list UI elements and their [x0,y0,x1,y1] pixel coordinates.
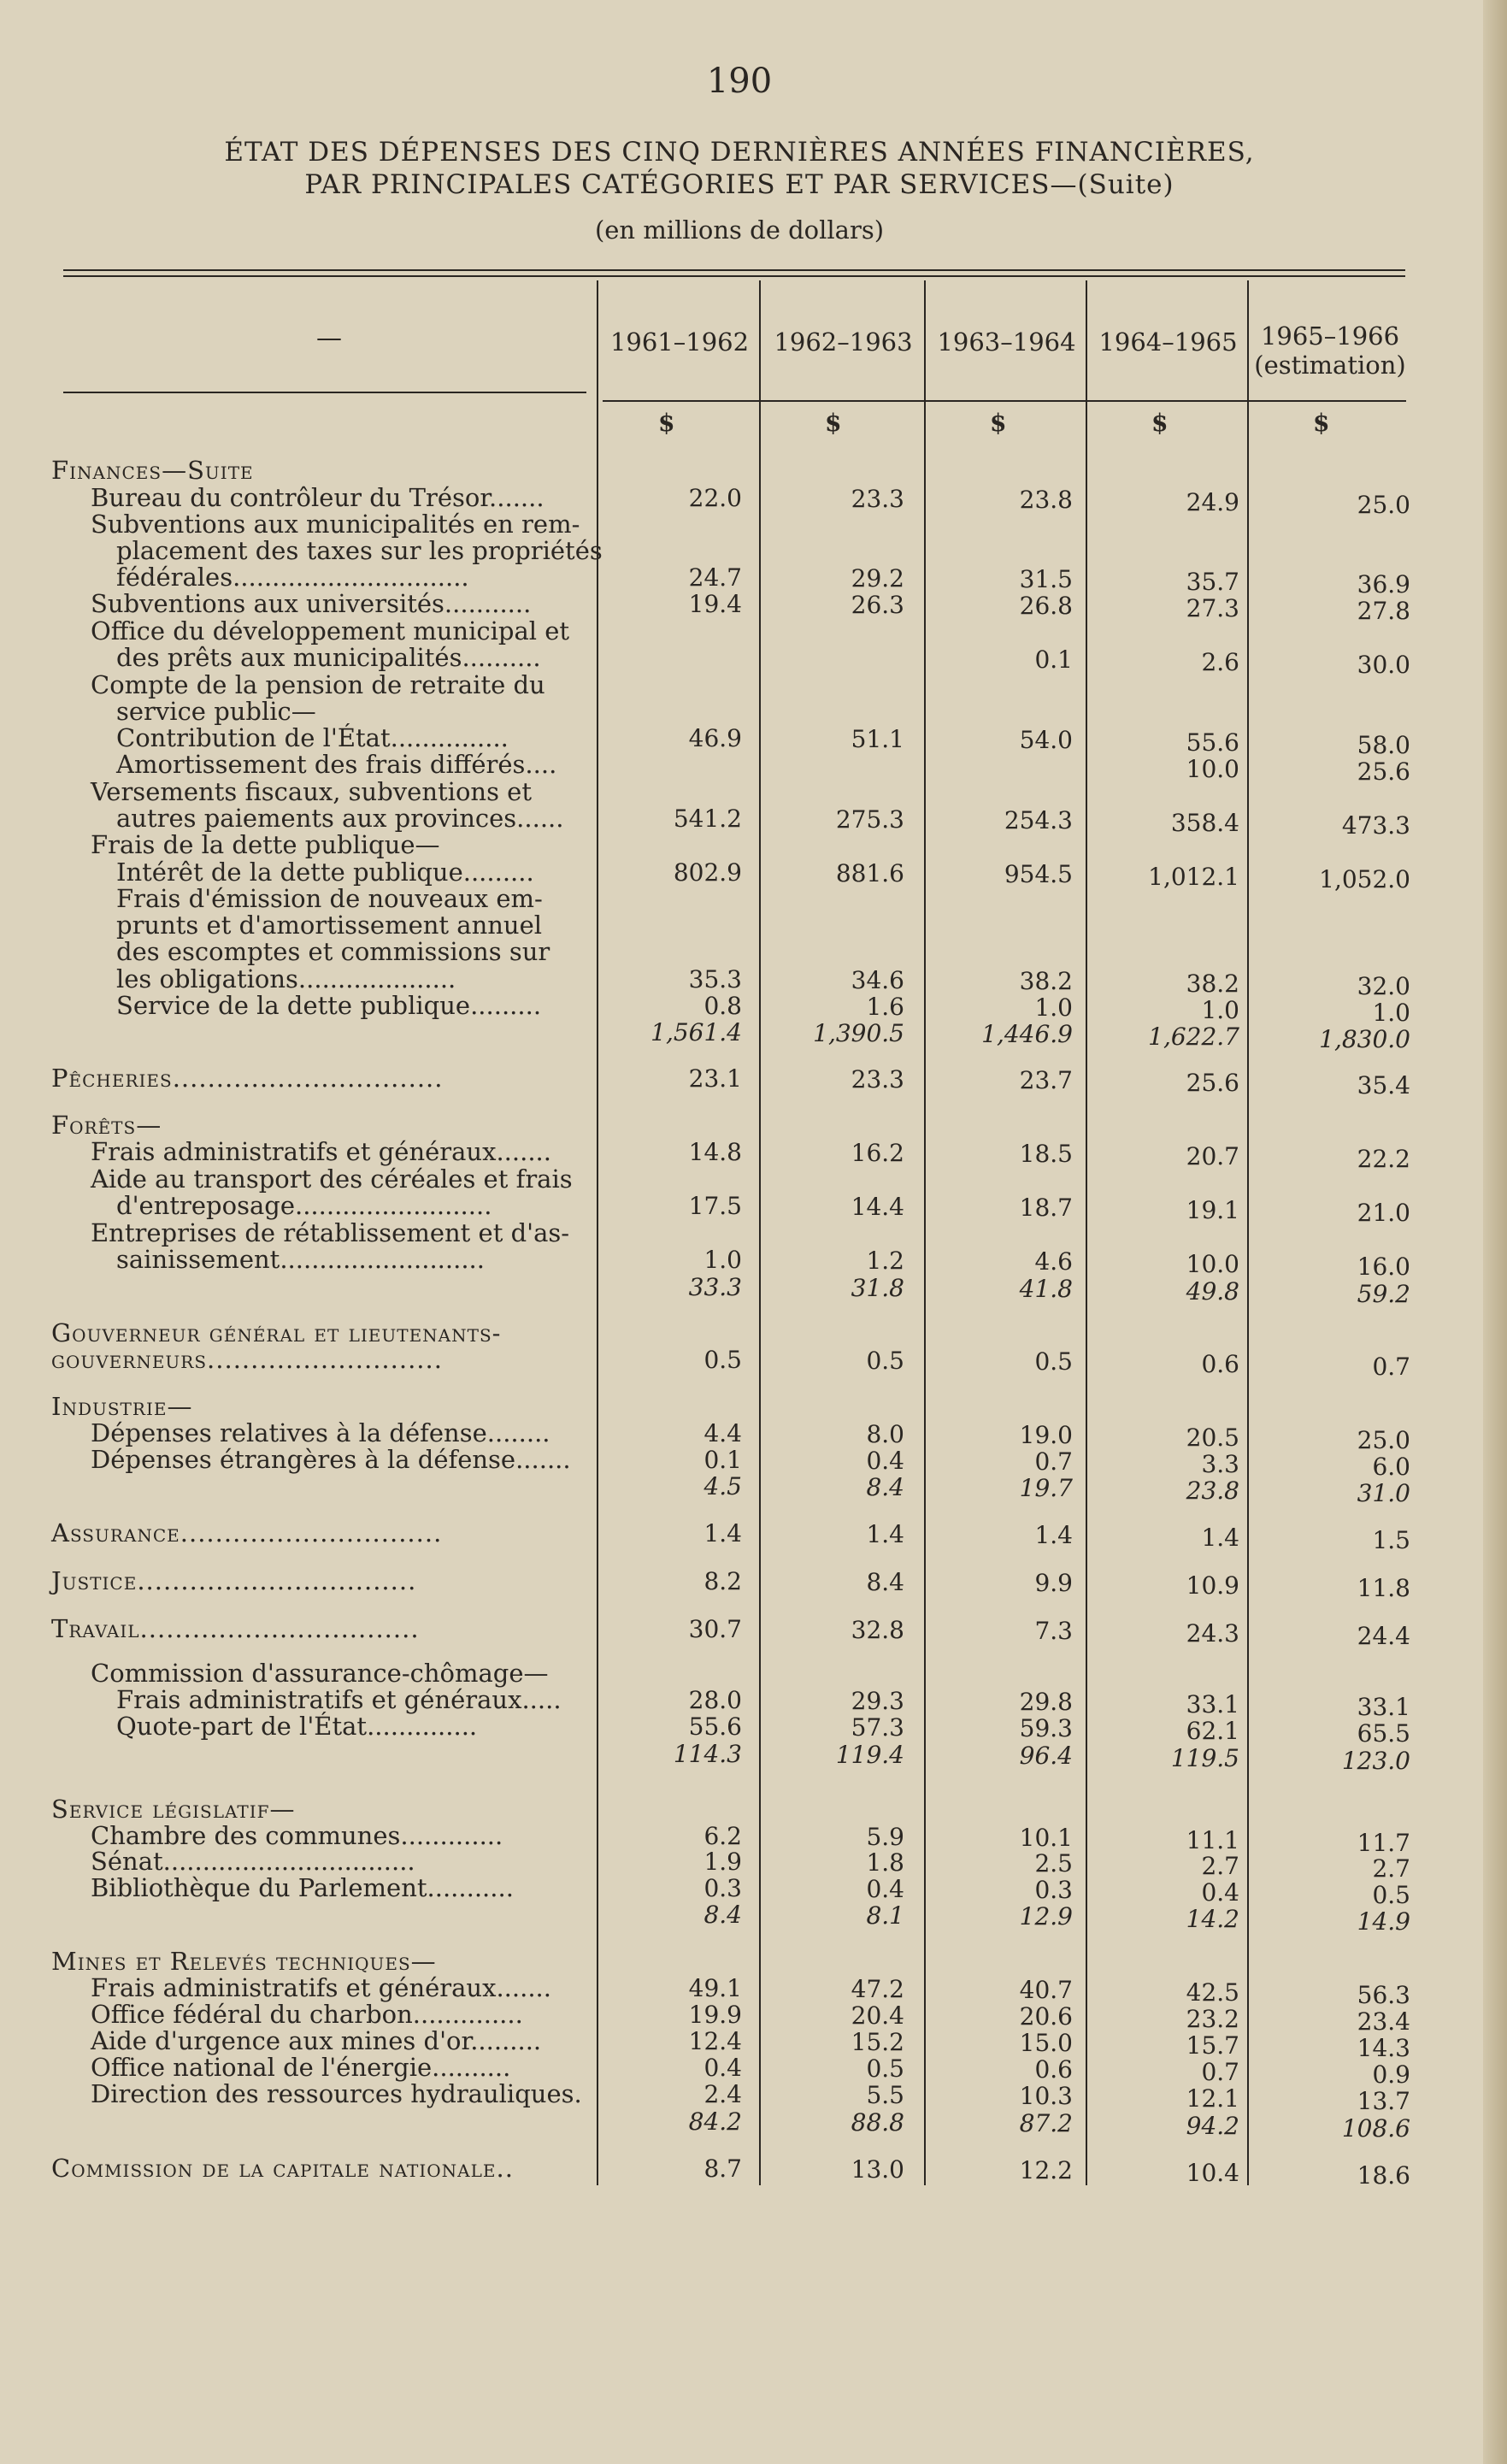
row-label: Bureau du contrôleur du Trésor....... [91,483,545,512]
cell-value: 28.0 [688,1686,742,1714]
page-number: 190 [706,62,773,101]
cell-value: 11.1 [1186,1826,1239,1854]
cell-value: 1,052.0 [1319,865,1410,893]
cell-value: 26.8 [1019,592,1073,620]
cell-value: 30.0 [1357,651,1410,679]
row-label: Frais administratifs et généraux....... [91,1973,551,2002]
row-label: fédérales.............................. [116,563,469,592]
row-label: Quote-part de l'État.............. [116,1712,478,1741]
cell-value: 21.0 [1357,1199,1410,1227]
row-label: Commission d'assurance-chômage— [91,1659,549,1688]
cell-value: 8.4 [866,1473,904,1501]
column-rule-3 [1086,280,1087,2185]
cell-value: 1.0 [1034,993,1073,1022]
cell-value: 10.3 [1019,2082,1073,2110]
cell-value: 36.9 [1357,570,1410,598]
cell-value: 9.9 [1034,1569,1073,1597]
cell-value: 84.2 [688,2107,742,2136]
cell-value: 35.4 [1357,1071,1410,1099]
cell-value: 23.8 [1186,1477,1239,1505]
cell-value: 14.9 [1357,1907,1410,1936]
cell-value: 24.9 [1186,488,1239,516]
cell-value: 0.3 [1034,1876,1073,1904]
cell-value: 27.3 [1186,594,1239,622]
cell-value: 23.7 [1019,1066,1073,1094]
cell-value: 94.2 [1186,2112,1239,2140]
cell-value: 1.2 [866,1247,904,1275]
stub-header: — [316,323,342,353]
cell-value: 1,830.0 [1319,1025,1410,1053]
column-header-note: (estimation) [1254,351,1406,380]
row-label: Travail................................ [51,1614,420,1643]
cell-value: 30.7 [688,1615,742,1643]
cell-value: 14.8 [688,1138,742,1166]
cell-value: 14.3 [1357,2034,1410,2062]
cell-value: 2.5 [1034,1849,1073,1877]
column-header-2: 1962–1963 [774,327,913,357]
row-label: Versements fiscaux, subventions et [91,777,532,806]
cell-value: 10.1 [1019,1824,1073,1852]
row-label: Finances—Suite [51,456,254,485]
cell-value: 3.3 [1201,1450,1239,1478]
row-label: Intérêt de la dette publique......... [116,858,534,887]
row-label: Aide d'urgence aux mines d'or......... [91,2026,542,2055]
cell-value: 19.0 [1019,1421,1073,1449]
header-rule-bottom-cols [603,400,1406,402]
cell-value: 0.5 [703,1346,742,1374]
row-label: Service législatif— [51,1795,296,1824]
cell-value: 87.2 [1019,2109,1073,2137]
cell-value: 96.4 [1019,1742,1073,1770]
cell-value: 20.5 [1186,1424,1239,1452]
row-label: Sénat................................ [91,1847,415,1876]
cell-value: 8.0 [866,1420,904,1448]
column-rule-2 [924,280,926,2185]
cell-value: 46.9 [688,724,742,752]
table-subtitle: (en millions de dollars) [594,215,885,245]
cell-value: 19.1 [1186,1196,1239,1224]
row-label: Subventions aux municipalités en rem- [91,510,580,539]
cell-value: 34.6 [851,966,904,994]
cell-value: 23.3 [851,485,904,513]
cell-value: 56.3 [1357,1981,1410,2009]
cell-value: 1.0 [1201,996,1239,1024]
cell-value: 29.2 [851,564,904,592]
cell-value: 31.5 [1019,565,1073,593]
cell-value: 0.5 [866,1347,904,1375]
cell-value: 27.8 [1357,597,1410,625]
cell-value: 0.8 [703,992,742,1020]
column-rule-1 [759,280,761,2185]
cell-value: 0.9 [1372,2060,1410,2089]
cell-value: 1.0 [703,1246,742,1274]
cell-value: 12.9 [1019,1902,1073,1931]
cell-value: 42.5 [1186,1978,1239,2007]
row-label: sainissement.......................... [116,1245,485,1274]
row-label: Frais administratifs et généraux..... [116,1685,562,1714]
cell-value: 358.4 [1170,809,1239,837]
row-label: prunts et d'amortissement annuel [116,911,543,940]
cell-value: 65.5 [1357,1719,1410,1748]
cell-value: 58.0 [1357,731,1410,759]
page-edge [1483,0,1507,2464]
cell-value: 31.8 [851,1274,904,1302]
table-title-line2: PAR PRINCIPALES CATÉGORIES ET PAR SERVICES—(Suite) [304,169,1174,200]
cell-value: 13.0 [851,2155,904,2184]
header-rule-top [63,269,1405,271]
column-rule-4 [1247,280,1249,2185]
cell-value: 10.0 [1186,1250,1239,1278]
cell-value: 0.4 [703,2054,742,2082]
cell-value: 13.7 [1357,2087,1410,2115]
row-label: Amortissement des frais différés.... [116,750,557,779]
cell-value: 0.7 [1034,1447,1073,1476]
cell-value: 1.4 [1034,1521,1073,1549]
row-label: des prêts aux municipalités.......... [116,643,541,672]
row-label: Entreprises de rétablissement et d'as- [91,1218,570,1247]
cell-value: 12.2 [1019,2156,1073,2184]
cell-value: 1.0 [1372,999,1410,1027]
cell-value: 62.1 [1186,1717,1239,1745]
row-label: Forêts— [51,1111,162,1140]
cell-value: 11.8 [1357,1574,1410,1602]
cell-value: 114.3 [673,1740,742,1768]
cell-value: 19.9 [688,2001,742,2029]
cell-value: 1,561.4 [650,1018,742,1046]
cell-value: 1,012.1 [1148,863,1239,891]
cell-value: 23.1 [688,1064,742,1093]
row-label: Compte de la pension de retraite du [91,670,545,699]
cell-value: 0.5 [1034,1347,1073,1376]
row-label: d'entreposage......................... [116,1191,492,1220]
cell-value: 29.3 [851,1687,904,1715]
row-label: Office national de l'énergie.......... [91,2053,511,2082]
cell-value: 1.8 [866,1848,904,1877]
cell-value: 119.5 [1170,1744,1239,1772]
cell-value: 20.4 [851,2001,904,2030]
cell-value: 8.2 [703,1567,742,1595]
cell-value: 20.7 [1186,1142,1239,1170]
row-label: Industrie— [51,1392,193,1421]
row-label: service public— [116,697,316,726]
row-label: Bibliothèque du Parlement........... [91,1873,514,1902]
row-label: gouverneurs........................... [51,1345,443,1374]
cell-value: 26.3 [851,591,904,619]
cell-value: 10.0 [1186,755,1239,783]
currency-symbol-3: $ [990,409,1007,437]
cell-value: 23.2 [1186,2005,1239,2033]
cell-value: 954.5 [1004,860,1073,888]
row-label: les obligations.................... [116,964,456,993]
cell-value: 5.9 [866,1823,904,1851]
row-label: des escomptes et commissions sur [116,937,550,966]
cell-value: 32.0 [1357,972,1410,1000]
currency-symbol-2: $ [825,409,842,437]
cell-value: 0.1 [703,1446,742,1474]
currency-symbol-1: $ [658,409,675,437]
cell-value: 0.4 [866,1447,904,1475]
cell-value: 0.6 [1201,1350,1239,1378]
cell-value: 7.3 [1034,1617,1073,1645]
cell-value: 24.4 [1357,1622,1410,1650]
cell-value: 0.4 [1201,1878,1239,1907]
cell-value: 88.8 [851,2108,904,2137]
cell-value: 35.7 [1186,568,1239,596]
cell-value: 4.6 [1034,1247,1073,1276]
header-rule-bottom [63,392,586,393]
cell-value: 5.5 [866,2081,904,2109]
cell-value: 15.2 [851,2028,904,2056]
cell-value: 23.8 [1019,486,1073,514]
cell-value: 881.6 [835,859,904,887]
cell-value: 29.8 [1019,1688,1073,1716]
cell-value: 18.6 [1357,2161,1410,2190]
cell-value: 54.0 [1019,726,1073,754]
cell-value: 40.7 [1019,1976,1073,2004]
row-label: Contribution de l'État............... [116,723,509,752]
cell-value: 33.3 [688,1273,742,1301]
cell-value: 20.6 [1019,2002,1073,2031]
cell-value: 0.7 [1201,2058,1239,2086]
cell-value: 8.1 [866,1901,904,1930]
cell-value: 473.3 [1341,811,1410,840]
cell-value: 1.9 [703,1848,742,1876]
currency-symbol-4: $ [1151,409,1169,437]
cell-value: 2.6 [1201,648,1239,676]
cell-value: 11.7 [1357,1829,1410,1857]
header-rule-top2 [63,275,1405,277]
cell-value: 59.2 [1357,1280,1410,1308]
cell-value: 2.7 [1201,1852,1239,1880]
cell-value: 10.9 [1186,1571,1239,1600]
row-label: Frais d'émission de nouveaux em- [116,884,543,913]
cell-value: 49.8 [1186,1277,1239,1306]
cell-value: 0.7 [1372,1353,1410,1381]
column-rule-0 [597,280,598,2185]
cell-value: 0.5 [1372,1881,1410,1909]
cell-value: 4.4 [703,1419,742,1447]
cell-value: 0.1 [1034,645,1073,674]
cell-value: 19.7 [1019,1474,1073,1502]
cell-value: 1.5 [1372,1526,1410,1554]
row-label: autres paiements aux provinces...... [116,804,564,833]
cell-value: 22.0 [688,484,742,512]
cell-value: 10.4 [1186,2159,1239,2187]
row-label: Subventions aux universités........... [91,589,532,618]
cell-value: 802.9 [673,858,742,887]
row-label: placement des taxes sur les propriétés [116,536,603,565]
row-label: Commission de la capitale nationale.. [51,2154,514,2183]
row-label: Dépenses étrangères à la défense....... [91,1445,571,1474]
cell-value: 1.4 [1201,1524,1239,1552]
cell-value: 25.6 [1357,757,1410,786]
row-label: Justice................................ [51,1566,417,1595]
cell-value: 2.4 [703,2080,742,2108]
currency-symbol-5: $ [1313,409,1330,437]
cell-value: 19.4 [688,590,742,618]
cell-value: 25.0 [1357,1426,1410,1454]
cell-value: 1,446.9 [981,1020,1073,1048]
cell-value: 2.7 [1372,1854,1410,1883]
cell-value: 18.5 [1019,1140,1073,1168]
cell-value: 31.0 [1357,1479,1410,1507]
row-label: Service de la dette publique......... [116,991,542,1020]
cell-value: 24.3 [1186,1619,1239,1648]
cell-value: 57.3 [851,1713,904,1742]
cell-value: 1,622.7 [1148,1023,1239,1051]
cell-value: 55.6 [688,1712,742,1741]
cell-value: 59.3 [1019,1714,1073,1742]
cell-value: 38.2 [1019,967,1073,995]
row-label: Mines et Relevés techniques— [51,1947,437,1976]
cell-value: 4.5 [703,1472,742,1500]
cell-value: 119.4 [835,1741,904,1769]
cell-value: 108.6 [1341,2114,1410,2143]
cell-value: 1.4 [866,1520,904,1548]
cell-value: 33.1 [1357,1693,1410,1721]
cell-value: 541.2 [673,805,742,833]
cell-value: 49.1 [688,1974,742,2002]
cell-value: 0.4 [866,1875,904,1903]
cell-value: 1,390.5 [813,1019,904,1047]
column-header-4: 1964–1965 [1098,327,1238,357]
cell-value: 16.2 [851,1139,904,1167]
cell-value: 8.4 [866,1568,904,1596]
column-header-year: 1965–1966 [1260,321,1400,351]
cell-value: 24.7 [688,563,742,592]
row-label: Gouverneur général et lieutenants- [51,1318,502,1347]
cell-value: 32.8 [851,1616,904,1644]
cell-value: 1.4 [703,1519,742,1547]
cell-value: 8.4 [703,1901,742,1929]
row-label: Office fédéral du charbon.............. [91,2000,523,2029]
cell-value: 47.2 [851,1975,904,2003]
row-label: Frais administratifs et généraux....... [91,1137,551,1166]
cell-value: 23.3 [851,1065,904,1093]
table-title-line1: ÉTAT DES DÉPENSES DES CINQ DERNIÈRES ANNÉES FINANCIÈRES, [224,137,1255,168]
row-label: Office du développement municipal et [91,616,570,645]
column-header-5 [1249,321,1411,380]
cell-value: 51.1 [851,725,904,753]
cell-value: 254.3 [1004,806,1073,834]
cell-value: 6.2 [703,1822,742,1850]
row-label: Direction des ressources hydrauliques. [91,2079,582,2108]
cell-value: 0.6 [1034,2055,1073,2084]
cell-value: 0.5 [866,2054,904,2083]
row-label: Frais de la dette publique— [91,830,440,859]
cell-value: 15.7 [1186,2031,1239,2060]
cell-value: 55.6 [1186,728,1239,757]
cell-value: 38.2 [1186,970,1239,998]
cell-value: 33.1 [1186,1690,1239,1718]
cell-value: 25.0 [1357,491,1410,519]
row-label: Pêcheries............................... [51,1064,444,1093]
row-label: Dépenses relatives à la défense........ [91,1418,550,1447]
cell-value: 18.7 [1019,1194,1073,1222]
column-header-1: 1961–1962 [609,327,750,357]
row-label: Aide au transport des céréales et frais [91,1164,573,1194]
cell-value: 6.0 [1372,1453,1410,1481]
cell-value: 0.3 [703,1874,742,1902]
cell-value: 8.7 [703,2155,742,2183]
cell-value: 275.3 [835,805,904,834]
column-header-3: 1963–1964 [937,327,1076,357]
row-label: Assurance.............................. [51,1518,443,1547]
cell-value: 1.6 [866,993,904,1021]
cell-value: 14.4 [851,1193,904,1221]
cell-value: 25.6 [1186,1069,1239,1097]
cell-value: 41.8 [1019,1275,1073,1303]
cell-value: 22.2 [1357,1145,1410,1173]
row-label: Chambre des communes............. [91,1821,503,1850]
cell-value: 14.2 [1186,1905,1239,1933]
cell-value: 123.0 [1341,1747,1410,1775]
cell-value: 16.0 [1357,1253,1410,1281]
cell-value: 12.4 [688,2027,742,2055]
cell-value: 15.0 [1019,2029,1073,2057]
cell-value: 17.5 [688,1192,742,1220]
cell-value: 12.1 [1186,2084,1239,2113]
cell-value: 35.3 [688,965,742,993]
cell-value: 23.4 [1357,2007,1410,2036]
